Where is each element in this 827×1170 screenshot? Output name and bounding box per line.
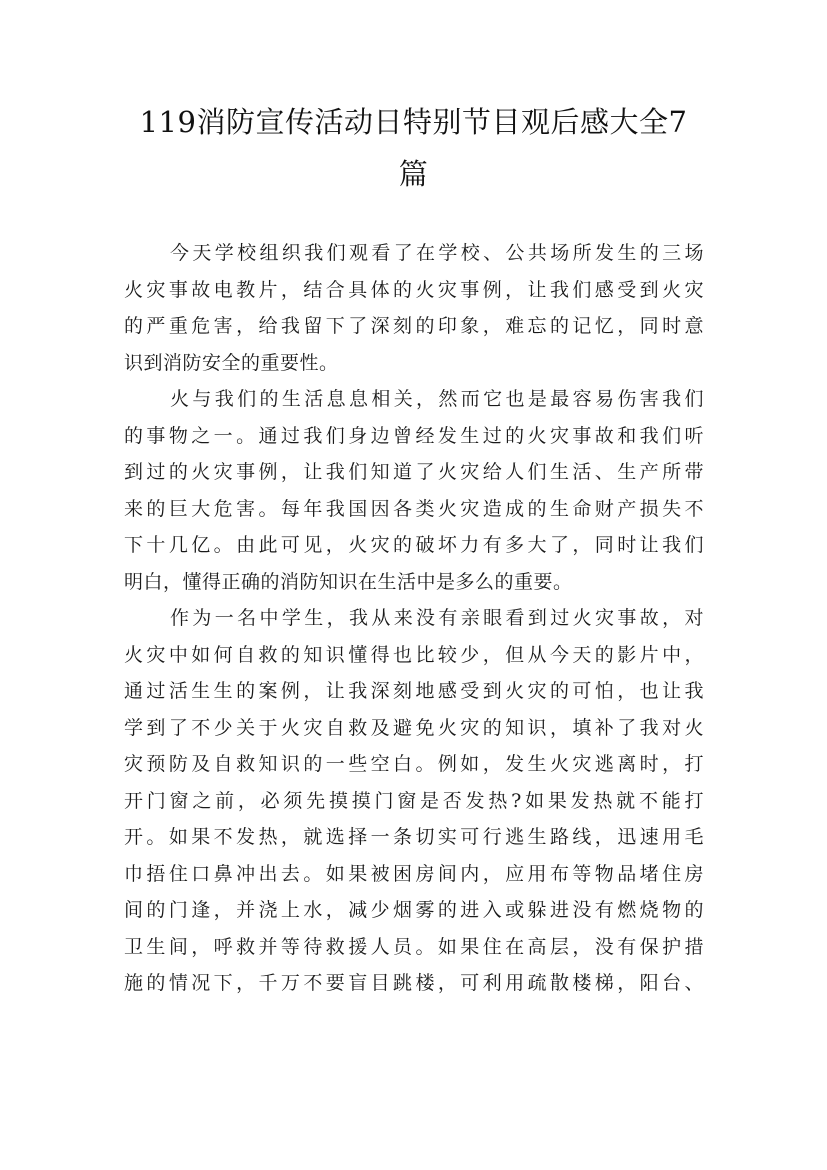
- paragraph-3-line: 施的情况下，千万不要盲目跳楼，可利用疏散楼梯，阳台、: [124, 972, 704, 994]
- paragraph-3-line: 开。如果不发热，就选择一条切实可行逃生路线，迅速用毛: [124, 826, 704, 848]
- paragraph-3-line: 通过活生生的案例，让我深刻地感受到火灾的可怕，也让我: [124, 680, 704, 702]
- paragraph-2-line: 火与我们的生活息息相关，然而它也是最容易伤害我们: [170, 388, 704, 410]
- document-body: [124, 235, 704, 1002]
- paragraph-2-line: 的事物之一。通过我们身边曾经发生过的火灾事故和我们听: [124, 424, 704, 447]
- title-line-1: 119消防宣传活动日特别节目观后感大全7: [139, 105, 688, 139]
- title-line-2: 篇: [398, 157, 429, 191]
- paragraph-2-line: 下十几亿。由此可见，火灾的破坏力有多大了，同时让我们: [124, 534, 704, 556]
- paragraph-3-line: 灾预防及自救知识的一些空白。例如，发生火灾逃离时，打: [124, 753, 704, 775]
- paragraph-1-line: 今天学校组织我们观看了在学校、公共场所发生的三场: [170, 242, 704, 264]
- paragraph-1-line: 的严重危害，给我留下了深刻的印象，难忘的记忆，同时意: [124, 315, 704, 337]
- paragraph-3-line: 作为一名中学生，我从来没有亲眼看到过火灾事故，对: [170, 607, 704, 629]
- paragraph-1-line: 火灾事故电教片，结合具体的火灾事例，让我们感受到火灾: [124, 278, 704, 301]
- paragraph-3-line: 卫生间，呼救并等待救援人员。如果住在高层，没有保护措: [124, 935, 704, 958]
- paragraph-2-line: 来的巨大危害。每年我国因各类火灾造成的生命财产损失不: [124, 497, 704, 520]
- paragraph-3-line: 学到了不少关于火灾自救及避免火灾的知识，填补了我对火: [124, 716, 704, 739]
- paragraph-2-line: 明白，懂得正确的消防知识在生活中是多么的重要。: [124, 570, 573, 593]
- paragraph-2-line: 到过的火灾事例，让我们知道了火灾给人们生活、生产所带: [124, 461, 704, 483]
- paragraph-3-line: 间的门逢，并浇上水，减少烟雾的进入或躲进没有燃烧物的: [124, 899, 704, 921]
- paragraph-3-line: 开门窗之前，必须先摸摸门窗是否发热?如果发热就不能打: [124, 789, 704, 812]
- document-title: [100, 96, 727, 200]
- paragraph-3-line: 巾捂住口鼻冲出去。如果被困房间内，应用布等物品堵住房: [124, 862, 704, 885]
- paragraph-1-line: 识到消防安全的重要性。: [124, 351, 339, 374]
- paragraph-3-line: 火灾中如何自救的知识懂得也比较少，但从今天的影片中，: [124, 643, 704, 666]
